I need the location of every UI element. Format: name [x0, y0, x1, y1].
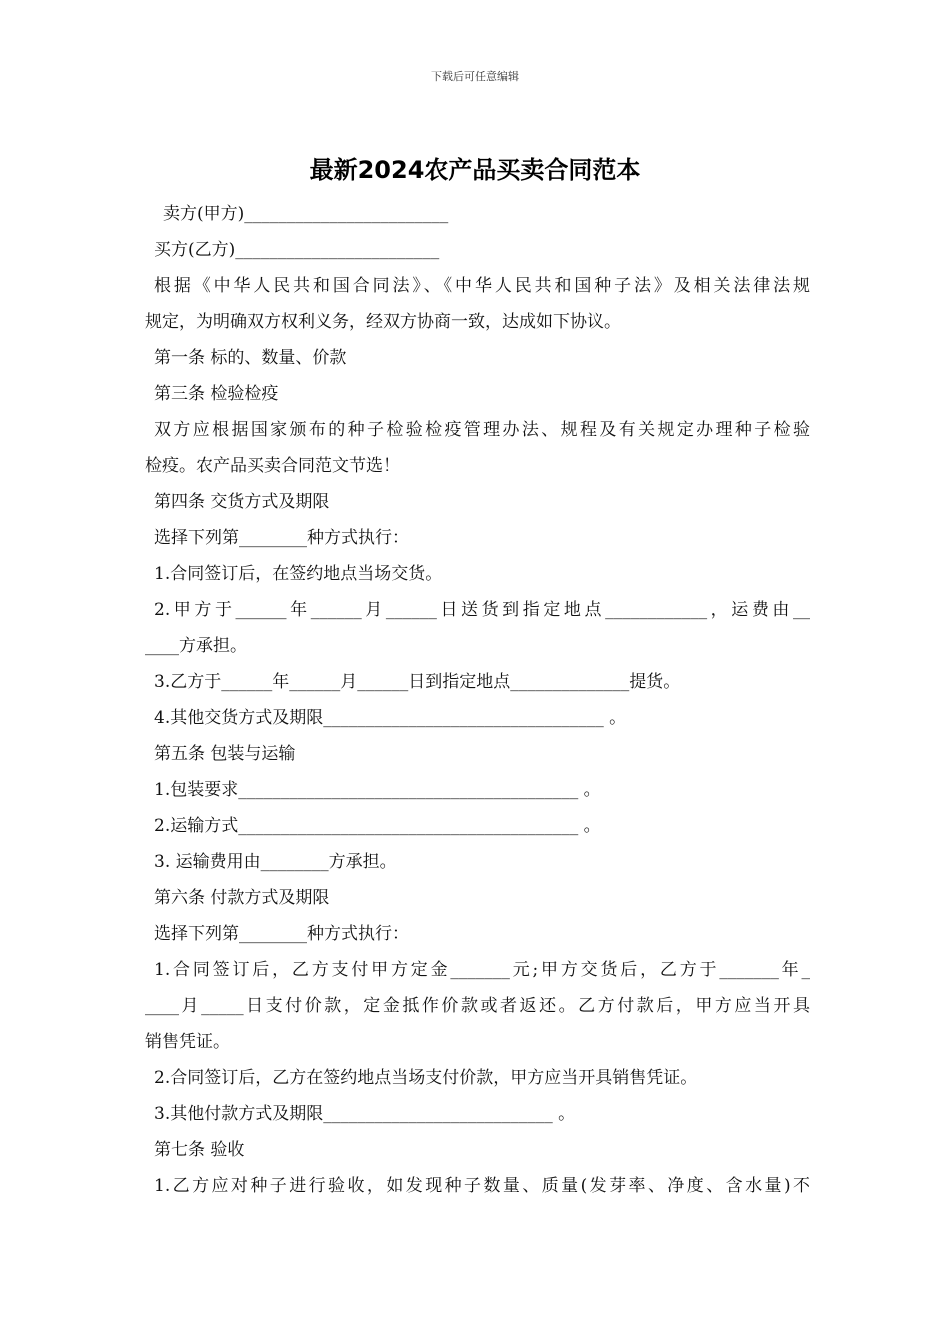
list-item: 3.其他付款方式及期限___________________________ 。 — [154, 1104, 576, 1124]
article-heading: 第一条 标的、数量、价款 — [154, 348, 347, 368]
article-heading: 第三条 检验检疫 — [154, 384, 279, 404]
buyer-line: 买方(乙方)________________________ — [154, 240, 440, 260]
seller-line: 卖方(甲方)________________________ — [163, 204, 449, 224]
list-item: 2.甲方于______年______月______日送货到指定地点____________，运费由__ — [154, 600, 810, 620]
list-item: 2.运输方式________________________________________ 。 — [154, 816, 601, 836]
article-heading: 第五条 包装与运输 — [154, 744, 296, 764]
article-heading: 第七条 验收 — [154, 1140, 245, 1160]
contract-body — [145, 196, 810, 1204]
list-item: 2.合同签订后，乙方在签约地点当场支付价款，甲方应当开具销售凭证。 — [154, 1068, 698, 1088]
list-item: 1.包装要求________________________________________ 。 — [154, 780, 601, 800]
paragraph-line: 根据《中华人民共和国合同法》、《中华人民共和国种子法》及相关法律法规 — [154, 276, 810, 296]
paragraph-line: 规定，为明确双方权利义务，经双方协商一致，达成如下协议。 — [145, 312, 621, 332]
list-item: 3.乙方于______年______月______日到指定地点______________提货。 — [154, 672, 681, 692]
list-item: 3. 运输费用由________方承担。 — [154, 852, 397, 872]
list-item: 1.合同签订后，乙方支付甲方定金_______元;甲方交货后，乙方于_______年_ — [154, 960, 810, 980]
list-item: 1.乙方应对种子进行验收，如发现种子数量、质量(发芽率、净度、含水量)不 — [154, 1176, 810, 1196]
list-item: 1.合同签订后，在签约地点当场交货。 — [154, 564, 443, 584]
paragraph-line: 销售凭证。 — [145, 1032, 230, 1052]
paragraph-line: ____月_____日支付价款，定金抵作价款或者返还。乙方付款后，甲方应当开具 — [145, 996, 810, 1016]
list-item: 4.其他交货方式及期限_________________________________ 。 — [154, 708, 627, 728]
header-note: 下载后可任意编辑 — [431, 70, 519, 83]
paragraph-line: 双方应根据国家颁布的种子检验检疫管理办法、规程及有关规定办理种子检验 — [154, 420, 810, 440]
paragraph-line: 选择下列第________种方式执行： — [154, 924, 409, 944]
paragraph-line: 选择下列第________种方式执行： — [154, 528, 409, 548]
paragraph-line: ____方承担。 — [145, 636, 247, 656]
article-heading: 第六条 付款方式及期限 — [154, 888, 330, 908]
article-heading: 第四条 交货方式及期限 — [154, 492, 330, 512]
document-title: 最新2024农产品买卖合同范本 — [309, 156, 641, 184]
paragraph-line: 检疫。农产品买卖合同范文节选！ — [145, 456, 400, 476]
